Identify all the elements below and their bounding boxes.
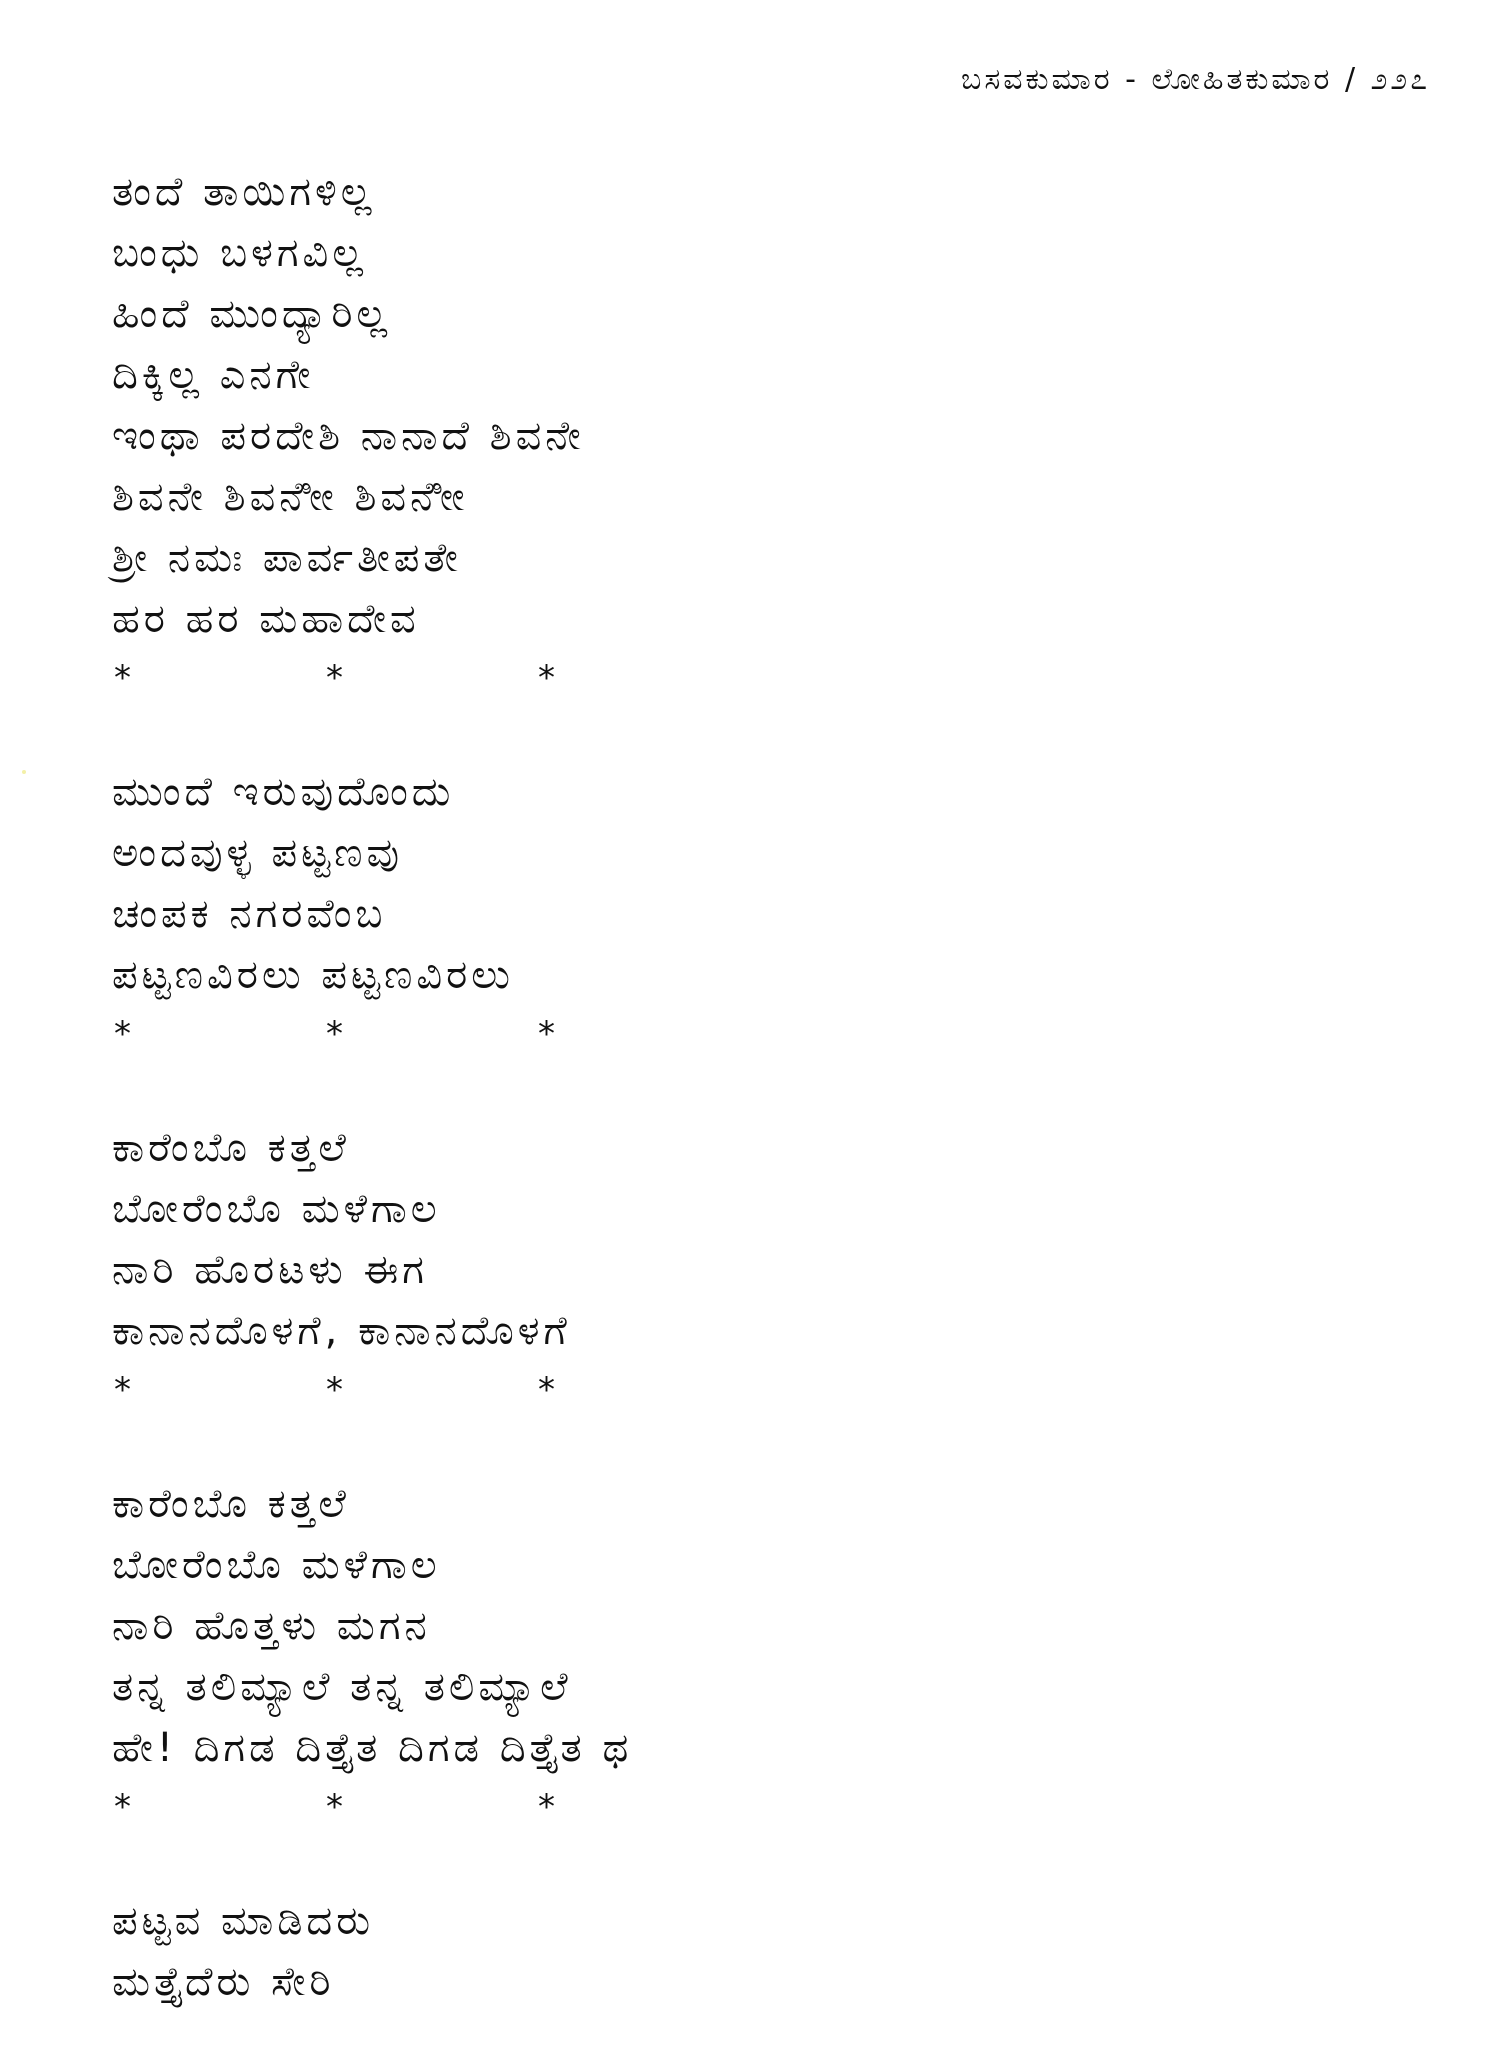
stanza-separator	[112, 1006, 1312, 1082]
verse-line: ಶಿವನೇ ಶಿವನೇೀ ಶಿವನೇೀ	[112, 474, 469, 520]
verse-line: ದಿಕ್ಕಿಲ್ಲ ಎನಗೇ	[112, 352, 315, 398]
verse-line: ನಾರಿ ಹೊರಟಳು ಈಗ	[112, 1247, 428, 1293]
verse-line: ಕಾರೆಂಬೊ ಕತ್ತಲೆ	[112, 1481, 350, 1527]
verse-line: ಕಾನಾನದೊಳಗೆ, ಕಾನಾನದೊಳಗೆ	[112, 1308, 571, 1354]
verse-line: ಮತ್ತೈದೆರು ಸೇರಿ	[112, 1959, 335, 2005]
running-header: ಬಸವಕುಮಾರ - ಲೋಹಿತಕುಮಾರ / ೨೨೭	[961, 62, 1430, 97]
separator-star: *	[326, 1370, 343, 1410]
verse-line: ಹೇ! ದಿಗಡ ದಿತ್ತೈತ ದಿಗಡ ದಿತ್ತೈತ ಥ	[112, 1725, 633, 1771]
verse-line: ತಂದೆ ತಾಯಿಗಳಿಲ್ಲ	[112, 169, 376, 215]
separator-star: *	[114, 1787, 131, 1827]
stanza-5	[112, 1891, 1312, 2013]
poem-body	[112, 162, 1312, 2049]
verse-line: ಬೋರೆಂಬೊ ಮಳೆಗಾಲ	[112, 1186, 441, 1232]
verse-line: ಹರ ಹರ ಮಹಾದೇವ	[112, 596, 420, 642]
stanza-3	[112, 1118, 1312, 1438]
stanza-4	[112, 1474, 1312, 1855]
verse-line: ಕಾರೆಂಬೊ ಕತ್ತಲೆ	[112, 1125, 350, 1171]
verse-line: ಅಂದವುಳ್ಳ ಪಟ್ಟಣವು	[112, 830, 404, 876]
separator-star: *	[114, 1014, 131, 1054]
verse-line: ಚಂಪಕ ನಗರವೆಂಬ	[112, 891, 387, 937]
stanza-separator	[112, 650, 1312, 726]
verse-line: ಪಟ್ಟವ ಮಾಡಿದರು	[112, 1898, 375, 1944]
stanza-1	[112, 162, 1312, 726]
stanza-separator	[112, 1779, 1312, 1855]
paper-speck	[22, 770, 26, 774]
verse-line: ಪಟ್ಟಣವಿರಲು ಪಟ್ಟಣವಿರಲು	[112, 952, 514, 998]
verse-line: ಇಂಥಾ ಪರದೇಶಿ ನಾನಾದೆ ಶಿವನೇ	[112, 413, 585, 459]
separator-star: *	[538, 658, 555, 698]
stanza-separator	[112, 1362, 1312, 1438]
verse-line: ಹಿಂದೆ ಮುಂದ್ಯಾರಿಲ್ಲ	[112, 291, 392, 337]
stanza-2	[112, 762, 1312, 1082]
separator-star: *	[538, 1370, 555, 1410]
verse-line: ನಾರಿ ಹೊತ್ತಳು ಮಗನ	[112, 1603, 431, 1649]
separator-star: *	[326, 1014, 343, 1054]
separator-star: *	[538, 1014, 555, 1054]
separator-star: *	[326, 1787, 343, 1827]
verse-line: ತನ್ನ ತಲಿಮ್ಯಾಲೆ ತನ್ನ ತಲಿಮ್ಯಾಲೆ	[112, 1664, 572, 1710]
separator-star: *	[538, 1787, 555, 1827]
separator-star: *	[326, 658, 343, 698]
separator-star: *	[114, 1370, 131, 1410]
verse-line: ಶ್ರೀ ನಮಃ ಪಾರ್ವತೀಪತೇ	[112, 535, 462, 581]
verse-line: ಬೋರೆಂಬೊ ಮಳೆಗಾಲ	[112, 1542, 441, 1588]
verse-line: ಬಂಧು ಬಳಗವಿಲ್ಲ	[112, 230, 367, 276]
verse-line: ಮುಂದೆ ಇರುವುದೊಂದು	[112, 769, 455, 815]
separator-star: *	[114, 658, 131, 698]
